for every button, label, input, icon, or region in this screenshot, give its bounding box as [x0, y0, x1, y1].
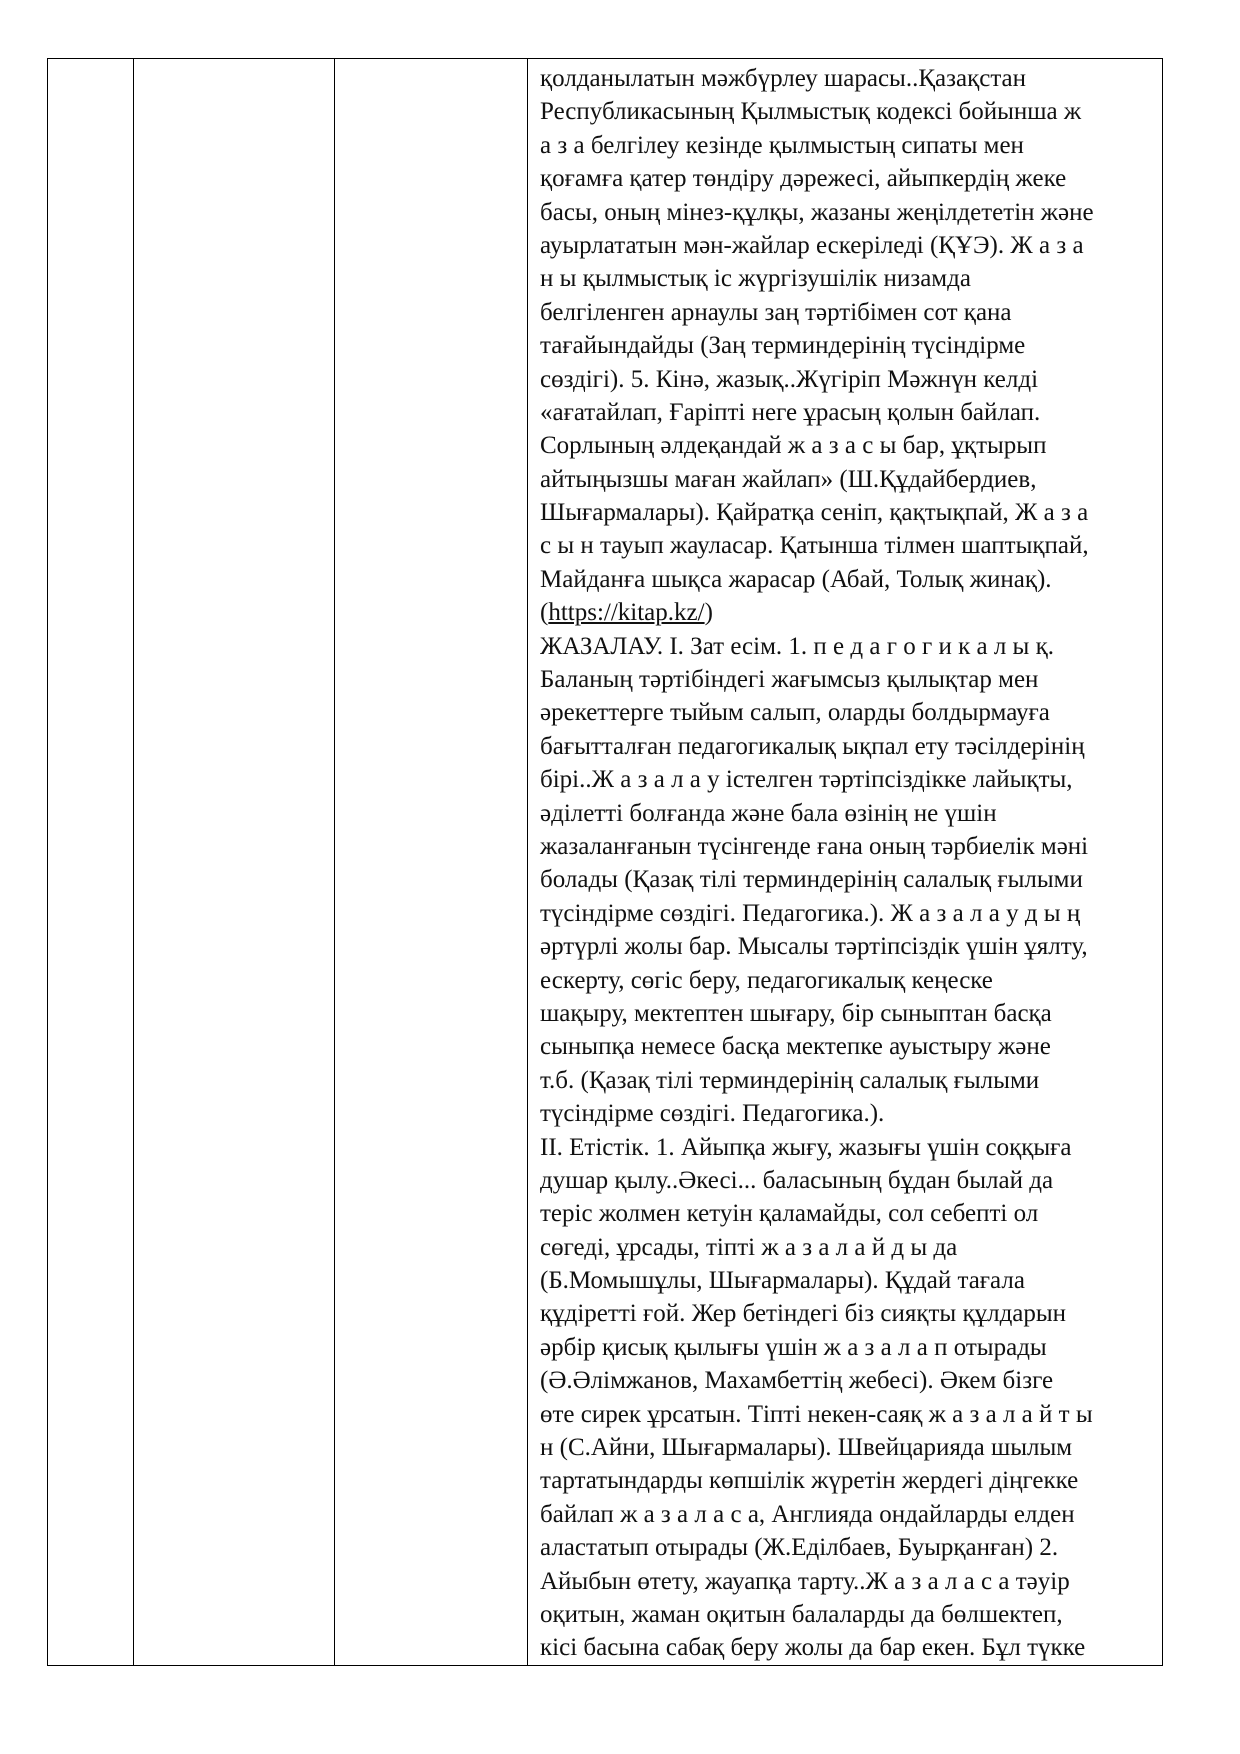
text-line: Сорлының әлдеқандай ж а з а с ы бар, ұқтырып [540, 432, 1047, 460]
text-line: сөздігі). 5. Кінә, жазық..Жүгіріп Мәжнүн келді [540, 365, 1039, 393]
text-line: болады (Қазақ тілі терминдерінің салалық ғылыми [540, 866, 1083, 894]
text-line: бағытталған педагогикалық ықпал ету тәсілдерінің [540, 732, 1085, 760]
text-line: Баланың тәртібіндегі жағымсыз қылықтар мен [540, 666, 1039, 694]
text-line: тартатындарды көпшілік жүретін жердегі діңгекке [540, 1467, 1079, 1495]
text-line: душар қылу..Әкесі... баласының бұдан былай да [540, 1166, 1054, 1194]
text-line: II. Етістік. 1. Айыпқа жығу, жазығы үшін соққыға [540, 1133, 1072, 1161]
text-line: түсіндірме сөздігі. Педагогика.). Ж а з а л а у д ы ң [540, 899, 1081, 927]
table-cell-number [48, 59, 134, 1666]
text-line: Республикасының Қылмыстық кодексі бойынша ж [540, 98, 1082, 126]
text-line: сыныпқа немесе басқа мектепке ауыстыру және [540, 1033, 1051, 1061]
text-line: әділетті болғанда және бала өзінің не үшін [540, 799, 997, 827]
table-cell-word [134, 59, 335, 1666]
text-line: жазаланғанын түсінгенде ғана оның тәрбиелік мәні [540, 832, 1089, 860]
text-line: ЖАЗАЛАУ. I. Зат есім. 1. п е д а г о г и к а л ы қ. [540, 632, 1054, 660]
text-line: байлап ж а з а л а с а, Англияда ондайларды елден [540, 1500, 1075, 1528]
text-line: кісі басына сабақ беру жолы да бар екен. Бұл түкке [540, 1634, 1086, 1662]
table-row [48, 59, 1163, 1666]
text-line: қолданылатын мәжбүрлеу шарасы..Қазақстан [540, 65, 1027, 92]
link-close-paren: ) [704, 599, 713, 627]
dictionary-table [47, 58, 1163, 1666]
text-line: шақыру, мектептен шығару, бір сыныптан басқа [540, 999, 1052, 1027]
text-line: әрбір қисық қылығы үшін ж а з а л а п отырады [540, 1333, 1047, 1361]
text-line: с ы н тауып жауласар. Қатынша тілмен шаптықпай, [540, 532, 1089, 560]
text-line: аластатып отырады (Ж.Еділбаев, Буырқанған) 2. [540, 1534, 1059, 1562]
text-line: басы, оның мінез-құлқы, жазаны жеңілдететін және [540, 198, 1094, 226]
text-line: н (С.Айни, Шығармалары). Швейцарияда шылым [540, 1434, 1073, 1462]
table-cell-category [335, 59, 528, 1666]
text-line: (Ә.Әлімжанов, Махамбеттің жебесі). Әкем бізге [540, 1367, 1054, 1395]
text-line: Шығармалары). Қайратқа сеніп, қақтықпай, Ж а з а [540, 499, 1089, 527]
text-line: әртүрлі жолы бар. Мысалы тәртіпсіздік үшін ұялту, [540, 933, 1088, 961]
text-line: әрекеттерге тыйым салып, оларды болдырмауға [540, 699, 1050, 727]
text-line: айтыңызшы маған жайлап» (Ш.Құдайбердиев, [540, 465, 1037, 493]
text-line: «ағатайлап, Ғаріпті неге ұрасың қолын байлап. [540, 398, 1041, 426]
text-line: өте сирек ұрсатын. Тіпті некен-саяқ ж а з а л а й т ы [540, 1400, 1093, 1428]
text-line: оқитын, жаман оқитын балаларды да бөлшектеп, [540, 1600, 1063, 1628]
text-line: ескерту, сөгіс беру, педагогикалық кеңеске [540, 966, 993, 994]
text-line: Майданға шықса жарасар (Абай, Толық жинақ). [540, 565, 1052, 593]
text-line: а з а белгілеу кезінде қылмыстың сипаты мен [540, 131, 1024, 159]
text-line: бірі..Ж а з а л а у істелген тәртіпсіздікке лайықты, [540, 766, 1073, 794]
definition-text [528, 59, 1162, 1665]
text-line: белгіленген арнаулы заң тәртібімен сот қана [540, 298, 1012, 326]
text-line: теріс жолмен кетуін қаламайды, сол себепті ол [540, 1200, 1039, 1228]
text-line: (Б.Момышұлы, Шығармалары). Құдай тағала [540, 1267, 1025, 1295]
text-line: сөгеді, ұрсады, тіпті ж а з а л а й д ы да [540, 1233, 958, 1261]
text-line: қоғамға қатер төндіру дәрежесі, айыпкердің жеке [540, 165, 1067, 193]
source-link[interactable]: https://kitap.kz/ [548, 599, 705, 627]
source-link-line [540, 596, 1158, 629]
table-cell-definition [528, 59, 1163, 1666]
text-line: түсіндірме сөздігі. Педагогика.). [540, 1100, 885, 1128]
text-line: тағайындайды (Заң терминдерінің түсіндірме [540, 332, 1026, 360]
text-line: құдіретті ғой. Жер бетіндегі біз сияқты құлдарын [540, 1300, 1067, 1328]
text-line: ауырлататын мән-жайлар ескеріледі (ҚҰЭ). Ж а з а [540, 231, 1084, 259]
text-line: н ы қылмыстық іс жүргізушілік низамда [540, 265, 971, 293]
link-open-paren: ( [540, 599, 549, 627]
text-line: Айыбын өтету, жауапқа тарту..Ж а з а л а с а тәуір [540, 1567, 1070, 1595]
text-line: т.б. (Қазақ тілі терминдерінің салалық ғылыми [540, 1066, 1040, 1094]
